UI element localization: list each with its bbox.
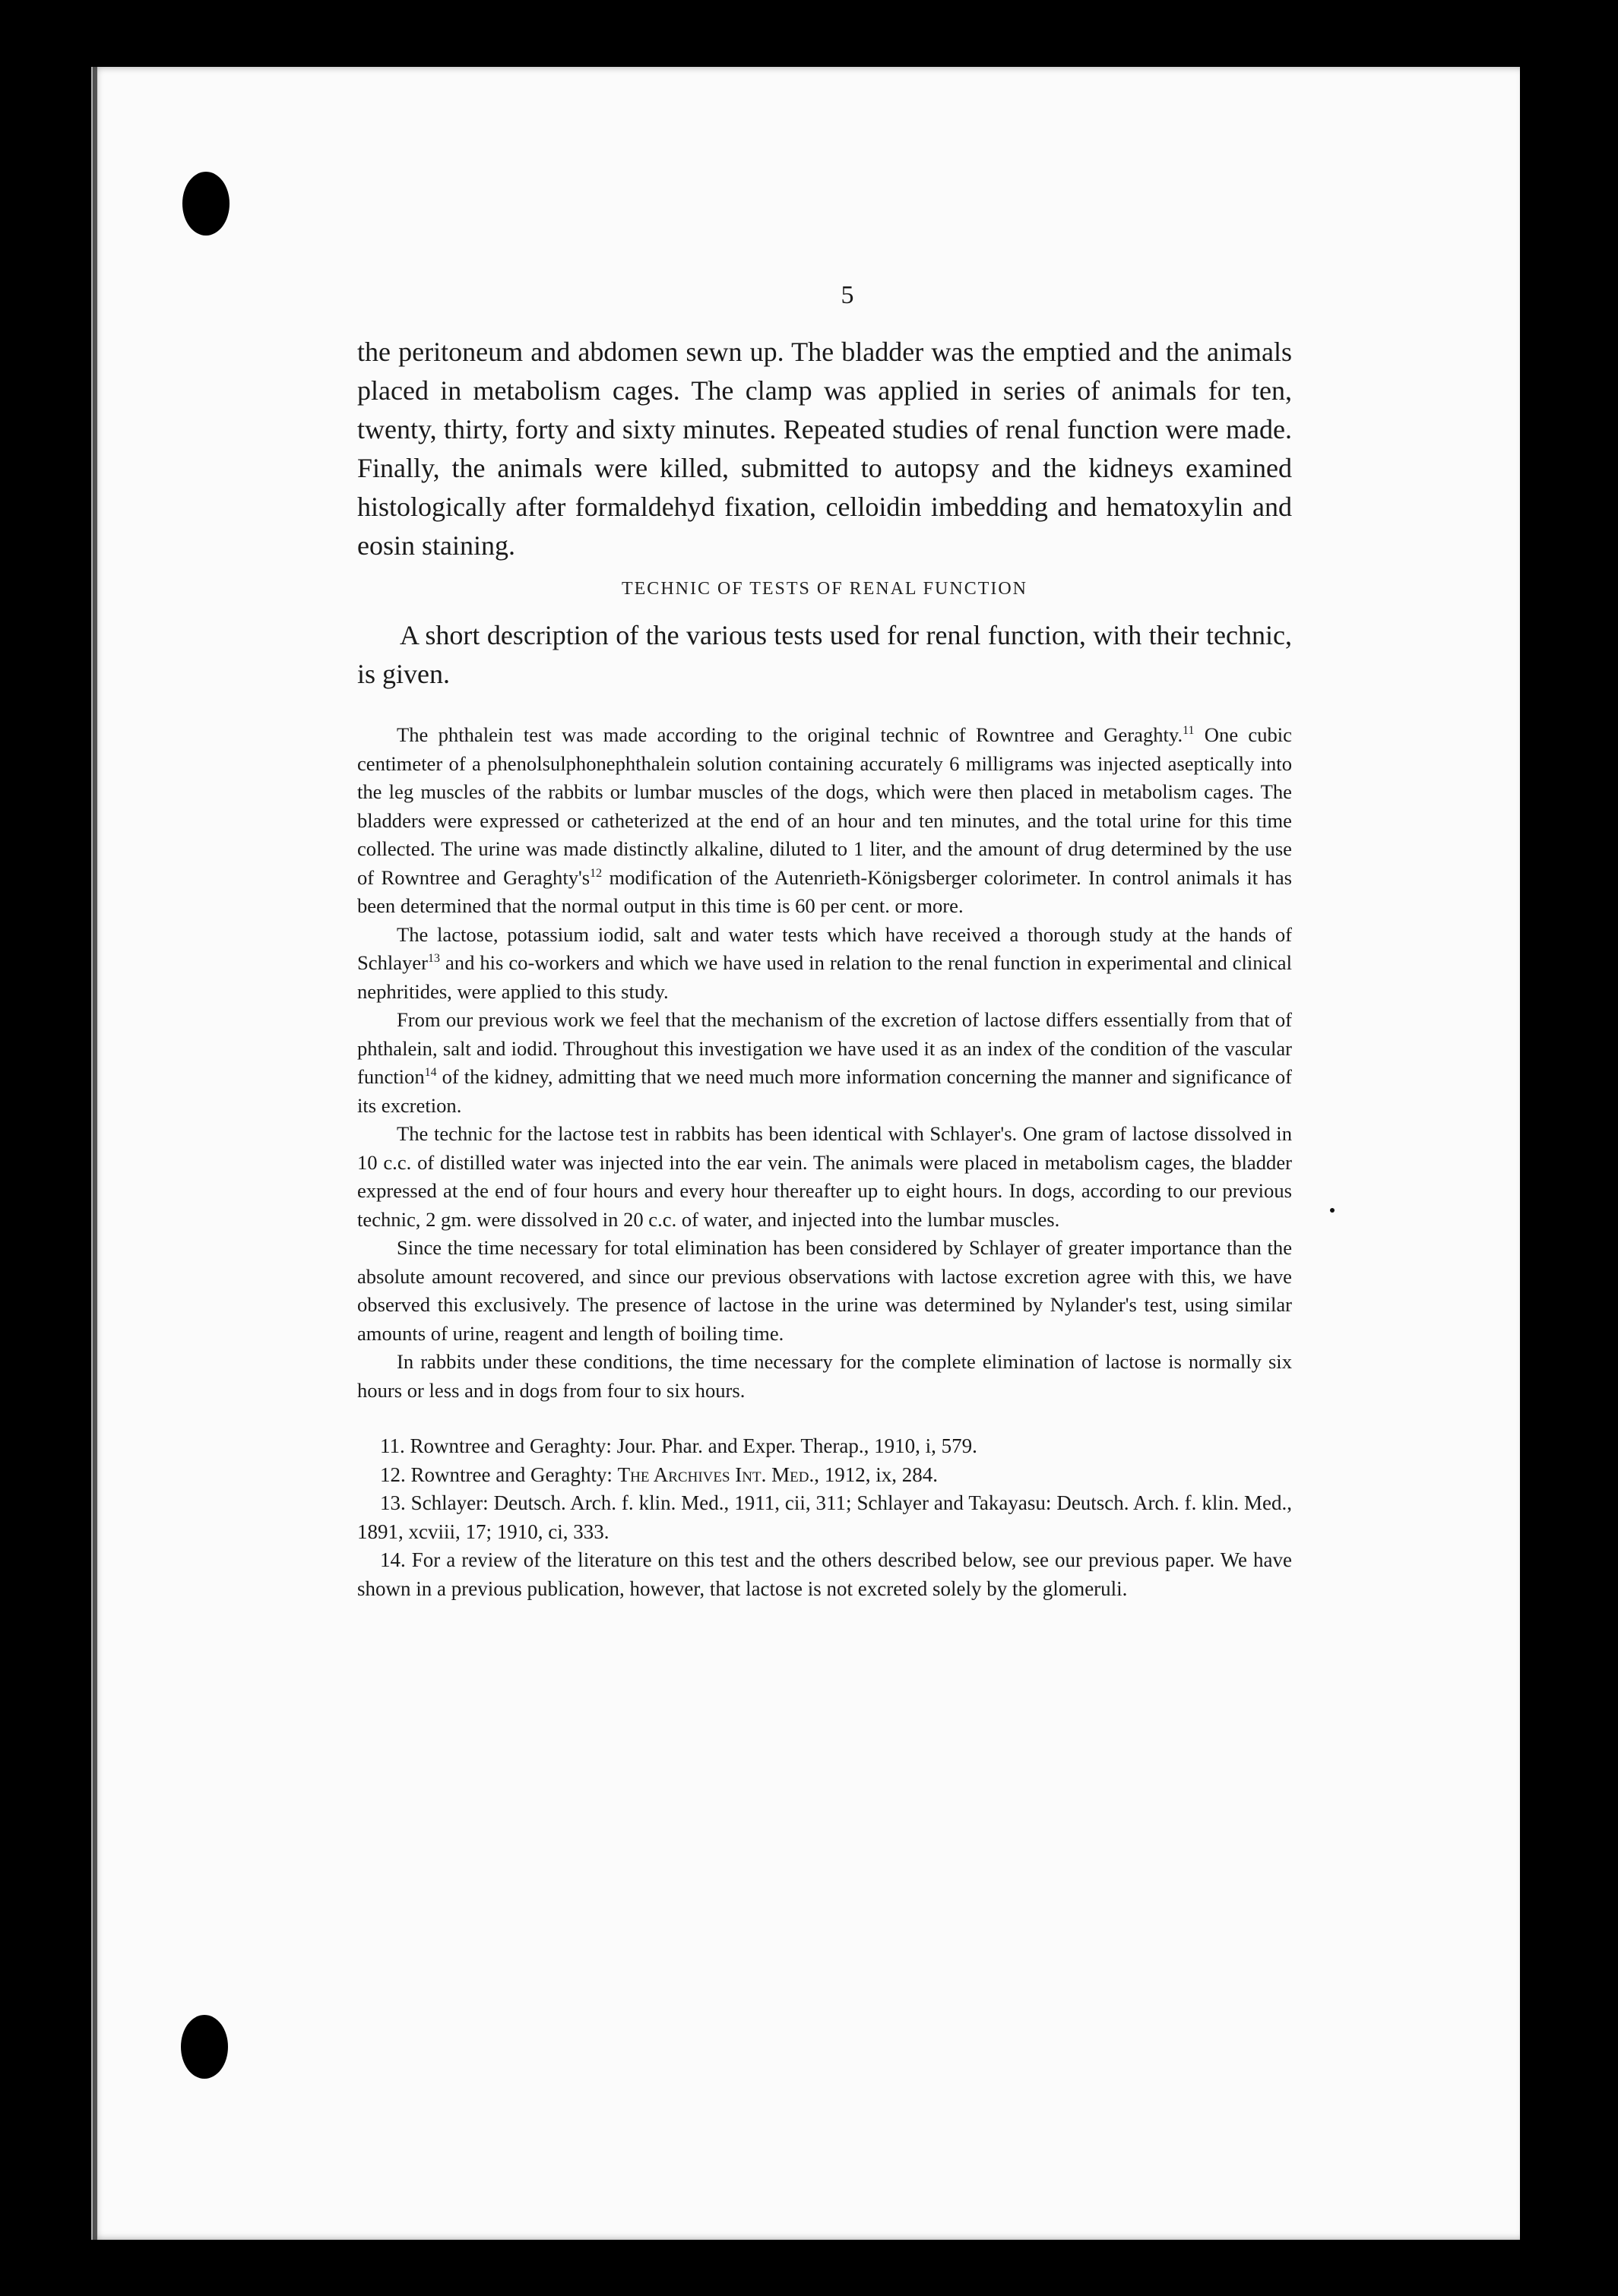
page-content — [357, 281, 1292, 1603]
text-span: 12. Rowntree and Geraghty: — [380, 1463, 618, 1486]
paragraph-phthalein — [357, 721, 1292, 921]
footnote-11: 11. Rowntree and Geraghty: Jour. Phar. and Exper. Therap., 1910, i, 579. — [380, 1434, 977, 1457]
footnotes — [357, 1432, 1292, 1603]
section-lead: A short description of the various tests used for renal function, with their technic, is given. — [357, 620, 1292, 689]
text-span: The phthalein test was made according to the original technic of Rowntree and Geraghty. — [397, 723, 1183, 746]
footnote-12 — [357, 1461, 1292, 1490]
footnote-ref: 11 — [1183, 724, 1195, 738]
footnote-13: 13. Schlayer: Deutsch. Arch. f. klin. Med., 1911, cii, 311; Schlayer and Takayasu: Deutsch. Arch. f. klin. Med., 1891, xcviii, 17; 1910, ci, 333. — [357, 1491, 1292, 1543]
text-span: , 1912, ix, 284. — [814, 1463, 938, 1486]
text-span: and his co-workers and which we have used in relation to the renal function in experimental and clinical nephritides, were applied to this study. — [357, 951, 1292, 1003]
punch-hole-left-bottom — [0, 2013, 33, 2077]
page-binding-edge — [93, 67, 97, 2240]
paragraph-previous-work — [357, 1006, 1292, 1120]
intro-paragraph: the peritoneum and abdomen sewn up. The bladder was the emptied and the animals placed in metabolism cages. The clamp was applied in series of animals for ten, twenty, thirty, forty and sixty minutes. Repeated studies of renal function were made. Finally, the animals were killed, submitted to autopsy and the kidneys examined histologically after formaldehyd fixation, celloidin imbedding and hematoxylin and eosin staining. — [357, 337, 1292, 561]
page-number: 5 — [841, 281, 854, 309]
section-heading: TECHNIC OF TESTS OF RENAL FUNCTION — [621, 579, 1028, 599]
paragraph-lactose-tests — [357, 921, 1292, 1007]
text-span: of the kidney, admitting that we need much more information concerning the manner and significance of its excretion. — [357, 1065, 1292, 1117]
scan-speck — [1330, 1208, 1335, 1213]
punch-hole-top — [182, 172, 230, 236]
footnote-ref: 13 — [428, 952, 440, 966]
footnote-14: 14. For a review of the literature on this test and the others described below, see our previous paper. We have shown in a previous publication, however, that lactose is not excreted solely by the glomeruli. — [357, 1548, 1292, 1600]
text-span: One cubic centimeter of a phenolsulphonephthalein solution containing accurately 6 milligrams was injected aseptically into the leg muscles of the rabbits or lumbar muscles of the dogs, which were then placed in metabolism cages. The bladders were expressed or catheterized at the end of an hour and ten minutes, and the total urine for this time collected. The urine was made distinctly alkaline, diluted to 1 liter, and the amount of drug determined by the use of Rowntree and Geraghty's — [357, 723, 1292, 889]
paragraph-elimination-time: Since the time necessary for total elimination has been considered by Schlayer of greater importance than the absolute amount recovered, and since our previous observations with lactose excretion agree with this, we have observed this exclusively. The presence of lactose in the urine was determined by Nylander's test, using similar amounts of urine, reagent and length of boiling time. — [357, 1236, 1292, 1345]
footnote-ref: 12 — [590, 866, 603, 880]
text-span: From our previous work we feel that the mechanism of the excretion of lactose differs essentially from that of phthalein, salt and iodid. Throughout this investigation we have used it as an index of the condition of the vascular function — [357, 1008, 1292, 1088]
footnote-ref: 14 — [424, 1066, 437, 1080]
punch-hole-bottom — [181, 2015, 228, 2079]
paragraph-rabbits: In rabbits under these conditions, the time necessary for the complete elimination of lactose is normally six hours or less and in dogs from four to six hours. — [357, 1350, 1292, 1402]
small-text-block — [357, 721, 1292, 1405]
punch-hole-left-top — [0, 171, 33, 235]
text-span: The lactose, potassium iodid, salt and water tests which have received a thorough study at the hands of Schlayer — [357, 922, 1292, 974]
paragraph-lactose-technic: The technic for the lactose test in rabbits has been identical with Schlayer's. One gram of lactose dissolved in 10 c.c. of distilled water was injected into the ear vein. The animals were placed in metabolism cages, the bladder expressed at the end of four hours and every hour thereafter up to eight hours. In dogs, according to our previous technic, 2 gm. were dissolved in 20 c.c. of water, and injected into the lumbar muscles. — [357, 1122, 1292, 1231]
journal-name: The Archives Int. Med. — [617, 1463, 815, 1486]
text-span: modification of the Autenrieth-Königsberger colorimeter. In control animals it has been determined that the normal output in this time is 60 per cent. or more. — [357, 865, 1292, 917]
